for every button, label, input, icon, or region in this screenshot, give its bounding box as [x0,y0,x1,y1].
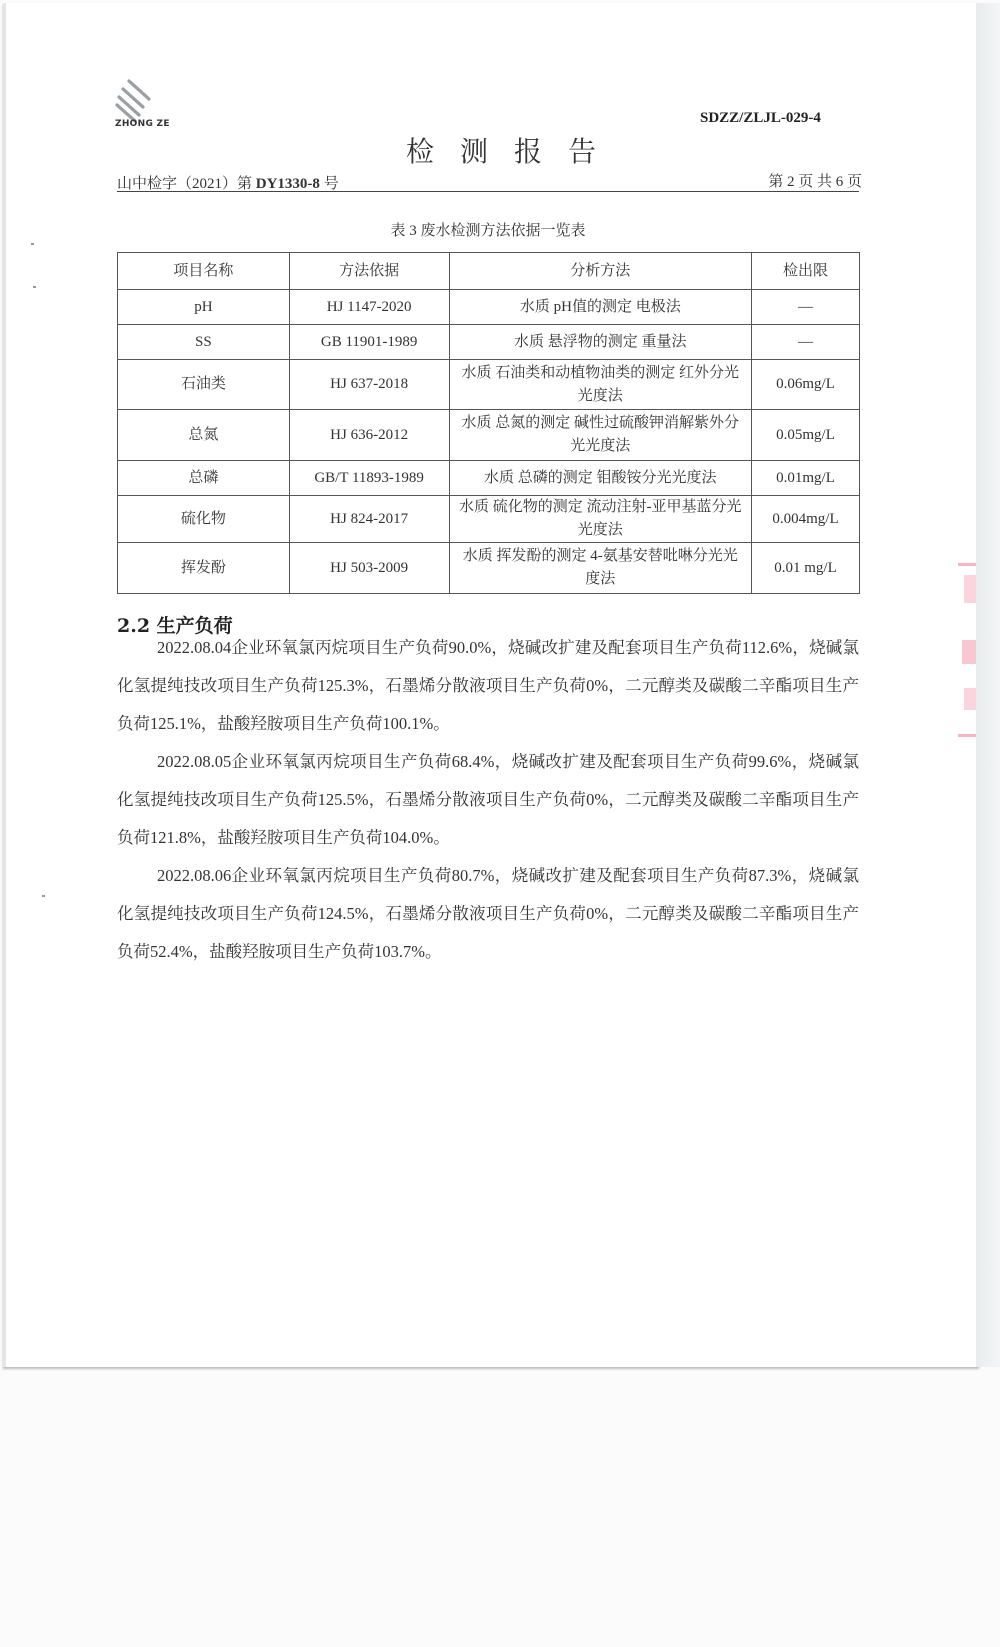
methods-table [117,252,860,594]
scan-speck [33,286,36,288]
table-row [118,360,860,410]
standard-cell: HJ 1147-2020 [289,290,449,325]
report-number [117,172,339,193]
method-cell: 水质 总氮的测定 碱性过硫酸钾消解紫外分光光度法 [449,410,752,461]
table-row [118,543,860,594]
paragraph: 2022.08.06企业环氧氯丙烷项目生产负荷80.7%，烧碱改扩建及配套项目生产负荷87.3%，烧碱氯化氢提纯技改项目生产负荷124.5%，石墨烯分散液项目生产负荷0%，二元醇类及碳酸二辛酯项目生产负荷52.4%，盐酸羟胺项目生产负荷103.7%。 [117,866,859,961]
limit-cell: 0.004mg/L [752,496,860,543]
method-cell: 水质 悬浮物的测定 重量法 [449,325,752,360]
paragraph: 2022.08.05企业环氧氯丙烷项目生产负荷68.4%，烧碱改扩建及配套项目生产负荷99.6%，烧碱氯化氢提纯技改项目生产负荷125.5%，石墨烯分散液项目生产负荷0%，二元醇类及碳酸二辛酯项目生产负荷121.8%，盐酸羟胺项目生产负荷104.0%。 [117,752,859,847]
method-cell: 水质 硫化物的测定 流动注射-亚甲基蓝分光光度法 [449,496,752,543]
method-cell: 水质 挥发酚的测定 4-氨基安替吡啉分光光度法 [449,543,752,594]
item-cell: pH [118,290,290,325]
header-divider [117,191,859,192]
report-number-suffix: 号 [323,176,339,192]
report-number-value: DY1330-8 [255,176,320,192]
document-code: SDZZ/ZLJL-029-4 [700,110,821,126]
item-cell: 总磷 [118,461,290,496]
table-caption: 表 3 废水检测方法依据一览表 [390,223,586,239]
logo-text: ZHONG ZE [115,119,170,129]
standard-cell: HJ 503-2009 [289,543,449,594]
seal-stamp-star [962,640,976,664]
item-cell: 总氮 [118,410,290,461]
seal-stamp-text [964,688,976,710]
column-header: 方法依据 [289,253,449,290]
seal-stamp-edge [958,563,976,566]
limit-cell: — [752,325,860,360]
item-cell: 石油类 [118,360,290,410]
column-header: 项目名称 [118,253,290,290]
section-heading: 2.2 生产负荷 [117,615,233,637]
table-row [118,496,860,543]
report-number-prefix: 山中检字（2021）第 [117,176,253,192]
table-header-row [118,253,860,290]
limit-cell: — [752,290,860,325]
limit-cell: 0.01mg/L [752,461,860,496]
standard-cell: GB/T 11893-1989 [289,461,449,496]
method-cell: 水质 总磷的测定 钼酸铵分光光度法 [449,461,752,496]
column-header: 检出限 [752,253,860,290]
table-row [118,290,860,325]
limit-cell: 0.05mg/L [752,410,860,461]
limit-cell: 0.01 mg/L [752,543,860,594]
table-row [118,410,860,461]
page-title: 检测报告 [405,135,622,168]
item-cell: SS [118,325,290,360]
paragraph: 2022.08.04企业环氧氯丙烷项目生产负荷90.0%，烧碱改扩建及配套项目生产负荷112.6%，烧碱氯化氢提纯技改项目生产负荷125.3%，石墨烯分散液项目生产负荷0%，二元醇类及碳酸二辛酯项目生产负荷125.1%，盐酸羟胺项目生产负荷100.1%。 [117,638,859,733]
page-number: 第 2 页 共 6 页 [768,174,862,190]
standard-cell: HJ 636-2012 [289,410,449,461]
item-cell: 硫化物 [118,496,290,543]
scan-speck [42,895,45,897]
seal-stamp-edge [958,734,976,737]
standard-cell: HJ 824-2017 [289,496,449,543]
seal-stamp-text [964,575,976,603]
method-cell: 水质 石油类和动植物油类的测定 红外分光光度法 [449,360,752,410]
column-header: 分析方法 [449,253,752,290]
table-row [118,461,860,496]
limit-cell: 0.06mg/L [752,360,860,410]
method-cell: 水质 pH值的测定 电极法 [449,290,752,325]
scan-speck [31,243,34,245]
page-edge-shadow [976,3,1000,1367]
standard-cell: GB 11901-1989 [289,325,449,360]
standard-cell: HJ 637-2018 [289,360,449,410]
table-row [118,325,860,360]
item-cell: 挥发酚 [118,543,290,594]
